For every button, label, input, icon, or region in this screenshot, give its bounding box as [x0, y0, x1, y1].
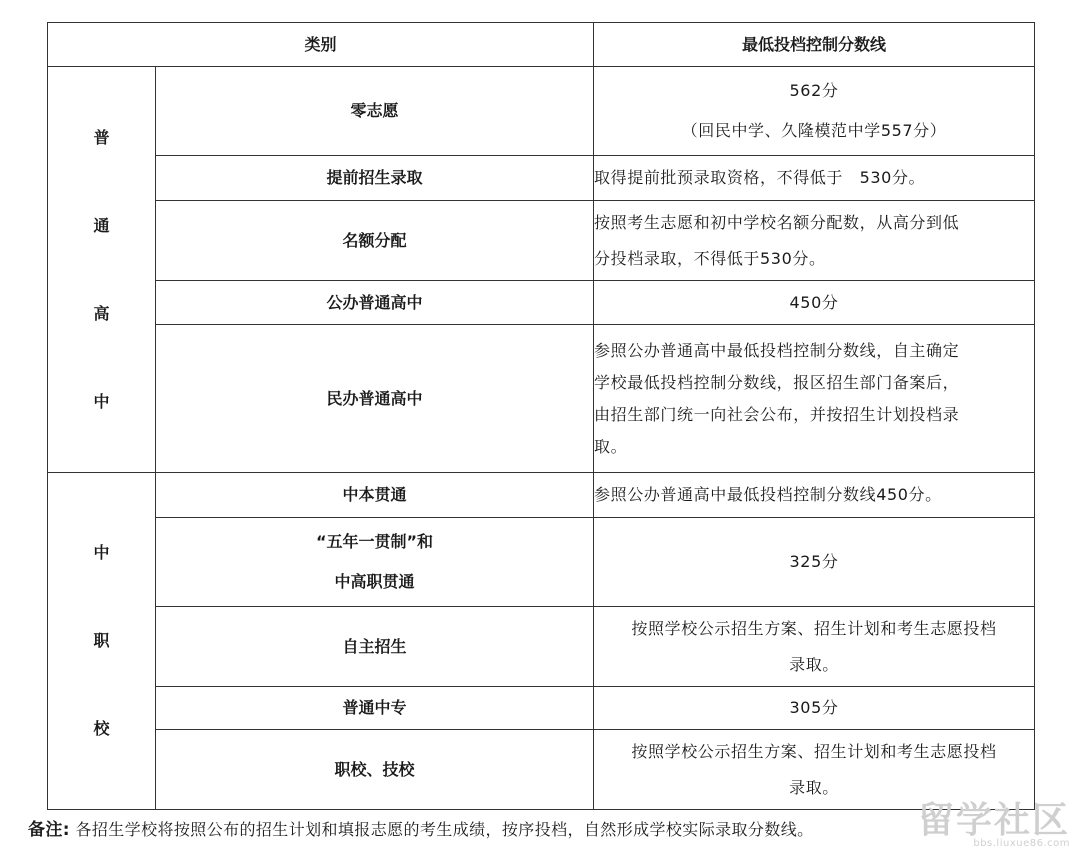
footnote-label: 备注: [28, 820, 70, 840]
row-value: 按照学校公示招生方案、招生计划和考生志愿投档 录取。 [594, 607, 1035, 687]
row-category: 民办普通高中 [156, 325, 594, 473]
table-row [48, 473, 1035, 518]
row-value: 562分 （回民中学、久隆模范中学557分） [594, 67, 1035, 156]
table-row [48, 281, 1035, 325]
table-row [48, 201, 1035, 281]
watermark-logo: 留学社区 bbs.liuxue86.com [917, 800, 1070, 849]
header-score-line: 最低投档控制分数线 [594, 23, 1035, 67]
row-value: 305分 [594, 687, 1035, 730]
row-category: 自主招生 [156, 607, 594, 687]
row-value: 按照学校公示招生方案、招生计划和考生志愿投档 录取。 [594, 730, 1035, 810]
row-category: 中本贯通 [156, 473, 594, 518]
row-category: 职校、技校 [156, 730, 594, 810]
table-row [48, 607, 1035, 687]
score-line-table [47, 22, 1035, 810]
table-row [48, 730, 1035, 810]
row-value: 参照公办普通高中最低投档控制分数线450分。 [594, 473, 1035, 518]
group-label-high-school: 普 通 高 中 [48, 67, 156, 473]
row-value: 325分 [594, 518, 1035, 607]
header-category: 类别 [48, 23, 594, 67]
table-header-row [48, 23, 1035, 67]
row-category: 普通中专 [156, 687, 594, 730]
row-value: 450分 [594, 281, 1035, 325]
table-row [48, 687, 1035, 730]
footnote-text: 各招生学校将按照公布的招生计划和填报志愿的考生成绩，按序投档，自然形成学校实际录取分数线。 [75, 820, 814, 839]
row-value: 取得提前批预录取资格，不得低于 530分。 [594, 156, 1035, 201]
group-label-vocational: 中 职 校 [48, 473, 156, 810]
table-row [48, 518, 1035, 607]
row-category: 提前招生录取 [156, 156, 594, 201]
row-category: “五年一贯制”和 中高职贯通 [156, 518, 594, 607]
table-row [48, 156, 1035, 201]
table-row [48, 325, 1035, 473]
table-row [48, 67, 1035, 156]
row-category: 零志愿 [156, 67, 594, 156]
row-category: 名额分配 [156, 201, 594, 281]
row-value: 参照公办普通高中最低投档控制分数线，自主确定 学校最低投档控制分数线，报区招生部门备案后， 由招生部门统一向社会公布，并按招生计划投档录 取。 [594, 325, 1035, 473]
footnote [28, 818, 814, 842]
row-value: 按照考生志愿和初中学校名额分配数，从高分到低 分投档录取，不得低于530分。 [594, 201, 1035, 281]
row-category: 公办普通高中 [156, 281, 594, 325]
